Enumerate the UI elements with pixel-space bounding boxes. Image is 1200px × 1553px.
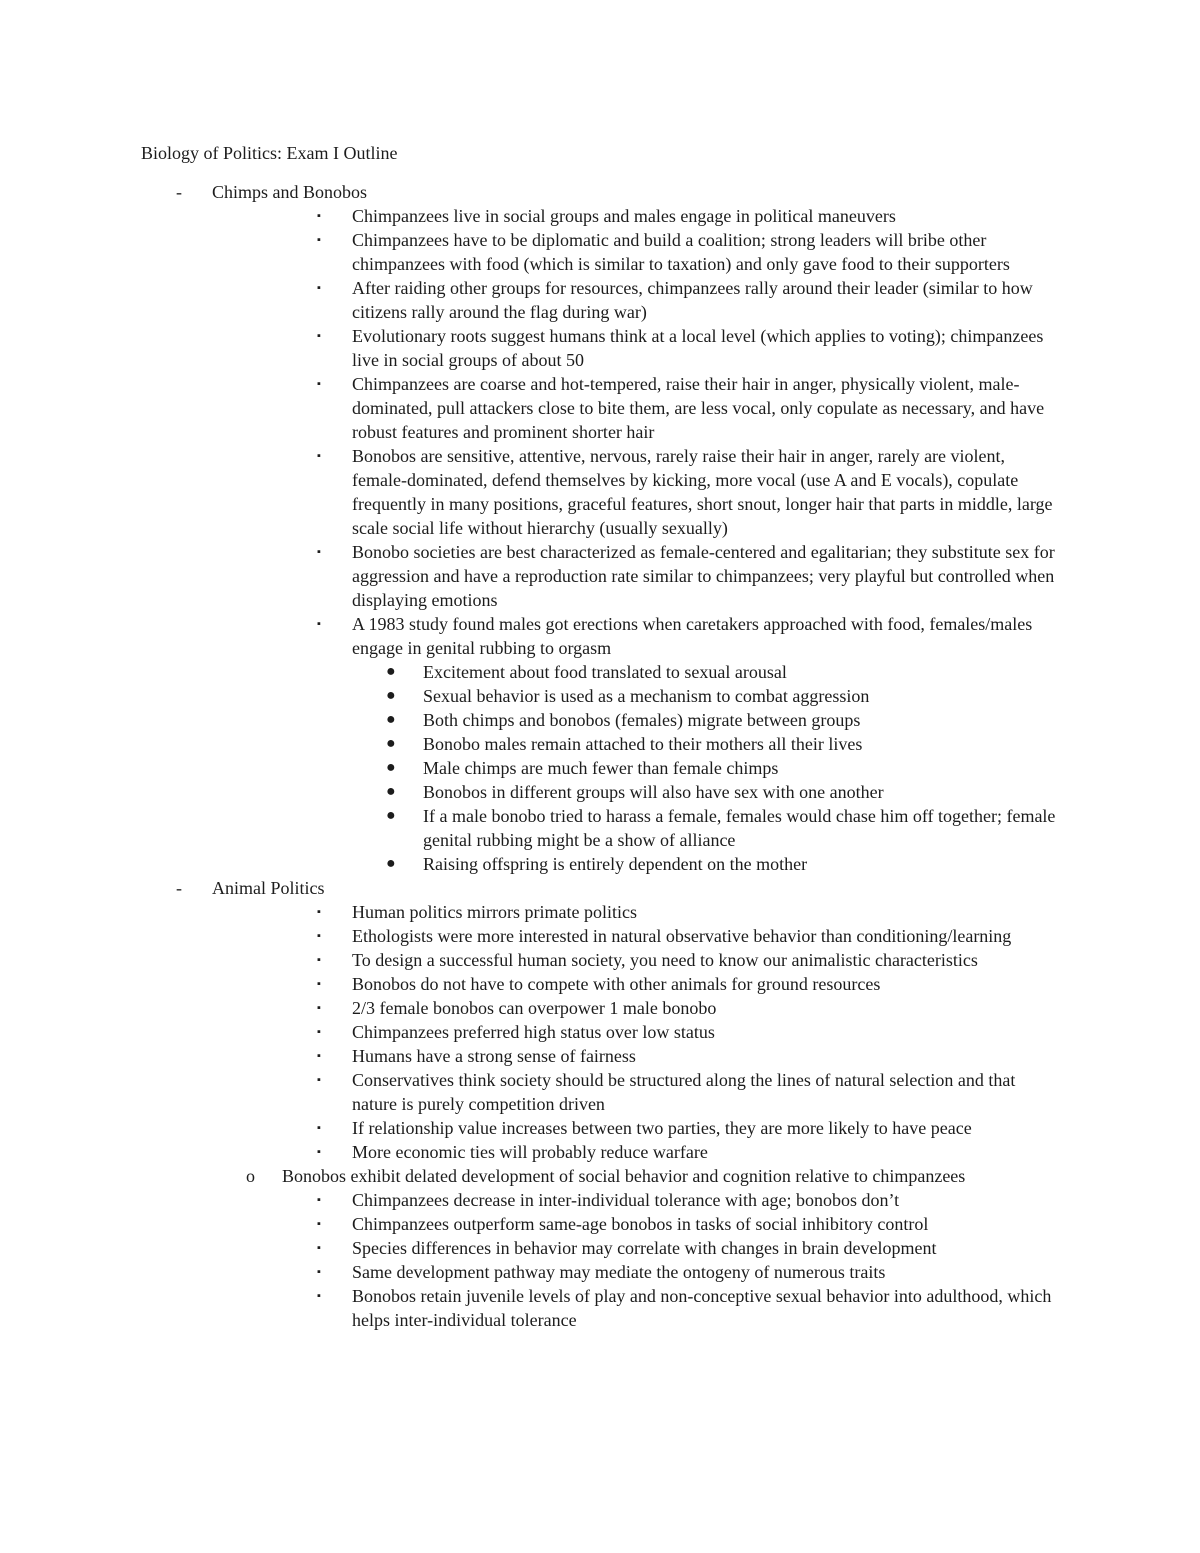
sub-outline-item [0,732,1200,756]
outline-item [0,1116,1200,1140]
outline-item [0,1236,1200,1260]
outline-item-text: Bonobos do not have to compete with other animals for ground resources [352,974,881,994]
outline-item [0,204,1200,228]
outline-item [0,1284,1200,1332]
outline-item [0,924,1200,948]
circle-bullet-icon: o [246,1166,255,1186]
square-bullet-icon: ▪ [317,930,321,942]
round-bullet-icon: ● [386,735,396,752]
outline-item [0,900,1200,924]
outline-item-text: Chimpanzees decrease in inter-individual tolerance with age; bonobos don’t [352,1190,900,1210]
square-bullet-icon: ▪ [317,546,321,558]
outline-item [0,1212,1200,1236]
sub-outline-item [0,804,1200,852]
document-title: Biology of Politics: Exam I Outline [141,143,398,163]
sub-outline-item [0,756,1200,780]
outline-item [0,444,1200,540]
square-bullet-icon: ▪ [317,978,321,990]
square-bullet-icon: ▪ [317,906,321,918]
sub-outline-item [0,684,1200,708]
outline-item-text: Both chimps and bonobos (females) migrate between groups [423,710,861,730]
document-body [0,141,1200,1332]
outline-item-text: Sexual behavior is used as a mechanism to combat aggression [423,686,870,706]
outline-item-text: Chimpanzees are coarse and hot-tempered, raise their hair in anger, physically violent, male-dominated, pull attackers close to bite them, are less vocal, only copulate as necessary, and have robust features and prominent shorter hair [352,374,1045,442]
round-bullet-icon: ● [386,807,396,824]
outline-item-text: Bonobos in different groups will also have sex with one another [423,782,884,802]
subsection-item [0,1164,1200,1188]
outline-item [0,612,1200,660]
outline-item [0,540,1200,612]
outline-item-text: After raiding other groups for resources, chimpanzees rally around their leader (similar to how citizens rally around the flag during war) [352,278,1033,322]
square-bullet-icon: ▪ [317,954,321,966]
outline-item-text: Bonobos are sensitive, attentive, nervous, rarely raise their hair in anger, rarely are violent, female-dominated, defend themselves by kicking, more vocal (use A and E vocals), copulate frequently in many positions, graceful features, short snout, longer hair that parts in middle, large scale social life without hierarchy (usually sexually) [352,446,1053,538]
outline-item-text: Species differences in behavior may correlate with changes in brain development [352,1238,937,1258]
outline-item [0,324,1200,372]
dash-bullet-icon: - [176,182,182,202]
outline-item-text: Chimps and Bonobos [212,182,368,202]
outline-item-text: Conservatives think society should be structured along the lines of natural selection and that nature is purely competition driven [352,1070,1016,1114]
square-bullet-icon: ▪ [317,282,321,294]
square-bullet-icon: ▪ [317,210,321,222]
outline-item-text: If a male bonobo tried to harass a female, females would chase him off together; female genital rubbing might be a show of alliance [423,806,1056,850]
square-bullet-icon: ▪ [317,1194,321,1206]
square-bullet-icon: ▪ [317,1122,321,1134]
square-bullet-icon: ▪ [317,1218,321,1230]
outline-item-text: Bonobos retain juvenile levels of play and non-conceptive sexual behavior into adulthood, which helps inter-individual tolerance [352,1286,1052,1330]
square-bullet-icon: ▪ [317,618,321,630]
outline-item [0,948,1200,972]
dash-bullet-icon: - [176,878,182,898]
outline-item [0,1260,1200,1284]
outline-item-text: Bonobo societies are best characterized as female-centered and egalitarian; they substitute sex for aggression and have a reproduction rate similar to chimpanzees; very playful but controlled when displaying emotions [352,542,1055,610]
sub-outline-item [0,708,1200,732]
square-bullet-icon: ▪ [317,1266,321,1278]
square-bullet-icon: ▪ [317,378,321,390]
outline-item [0,1188,1200,1212]
outline-item [0,1140,1200,1164]
square-bullet-icon: ▪ [317,330,321,342]
outline-item-text: A 1983 study found males got erections when caretakers approached with food, females/males engage in genital rubbing to orgasm [352,614,1033,658]
outline-item-text: To design a successful human society, you need to know our animalistic characteristics [352,950,978,970]
square-bullet-icon: ▪ [317,234,321,246]
sub-outline-item [0,852,1200,876]
outline-item-text: Chimpanzees outperform same-age bonobos in tasks of social inhibitory control [352,1214,929,1234]
outline-item [0,996,1200,1020]
outline-item-text: Male chimps are much fewer than female chimps [423,758,779,778]
round-bullet-icon: ● [386,711,396,728]
square-bullet-icon: ▪ [317,1050,321,1062]
outline-item-text: If relationship value increases between two parties, they are more likely to have peace [352,1118,972,1138]
outline-item-text: Chimpanzees have to be diplomatic and build a coalition; strong leaders will bribe other chimpanzees with food (which is similar to taxation) and only gave food to their supporters [352,230,1010,274]
outline-item [0,228,1200,276]
square-bullet-icon: ▪ [317,1002,321,1014]
outline-item-text: Chimpanzees live in social groups and males engage in political maneuvers [352,206,896,226]
square-bullet-icon: ▪ [317,1290,321,1302]
section-heading-item [0,180,1200,204]
outline-list [0,141,1200,1332]
outline-item-text: Ethologists were more interested in natural observative behavior than conditioning/learning [352,926,1012,946]
outline-item [0,1068,1200,1116]
round-bullet-icon: ● [386,855,396,872]
outline-item-text: Bonobos exhibit delated development of social behavior and cognition relative to chimpanzees [282,1166,966,1186]
outline-item [0,972,1200,996]
outline-item-text: More economic ties will probably reduce warfare [352,1142,708,1162]
sub-outline-item [0,780,1200,804]
round-bullet-icon: ● [386,663,396,680]
sub-outline-item [0,660,1200,684]
outline-item-text: Evolutionary roots suggest humans think at a local level (which applies to voting); chimpanzees live in social groups of about 50 [352,326,1044,370]
outline-item-text: Same development pathway may mediate the ontogeny of numerous traits [352,1262,886,1282]
outline-item-text: Human politics mirrors primate politics [352,902,637,922]
outline-item-text: Excitement about food translated to sexual arousal [423,662,787,682]
square-bullet-icon: ▪ [317,1242,321,1254]
outline-item-text: Humans have a strong sense of fairness [352,1046,636,1066]
outline-item [0,1044,1200,1068]
square-bullet-icon: ▪ [317,1074,321,1086]
outline-item-text: Bonobo males remain attached to their mothers all their lives [423,734,863,754]
outline-item-text: Chimpanzees preferred high status over low status [352,1022,715,1042]
section-heading-item [0,876,1200,900]
square-bullet-icon: ▪ [317,450,321,462]
outline-item [0,276,1200,324]
outline-item [0,1020,1200,1044]
round-bullet-icon: ● [386,687,396,704]
square-bullet-icon: ▪ [317,1146,321,1158]
outline-item-text: Animal Politics [212,878,325,898]
round-bullet-icon: ● [386,759,396,776]
outline-item-text: 2/3 female bonobos can overpower 1 male bonobo [352,998,717,1018]
square-bullet-icon: ▪ [317,1026,321,1038]
round-bullet-icon: ● [386,783,396,800]
outline-item [0,372,1200,444]
outline-item-text: Raising offspring is entirely dependent on the mother [423,854,808,874]
